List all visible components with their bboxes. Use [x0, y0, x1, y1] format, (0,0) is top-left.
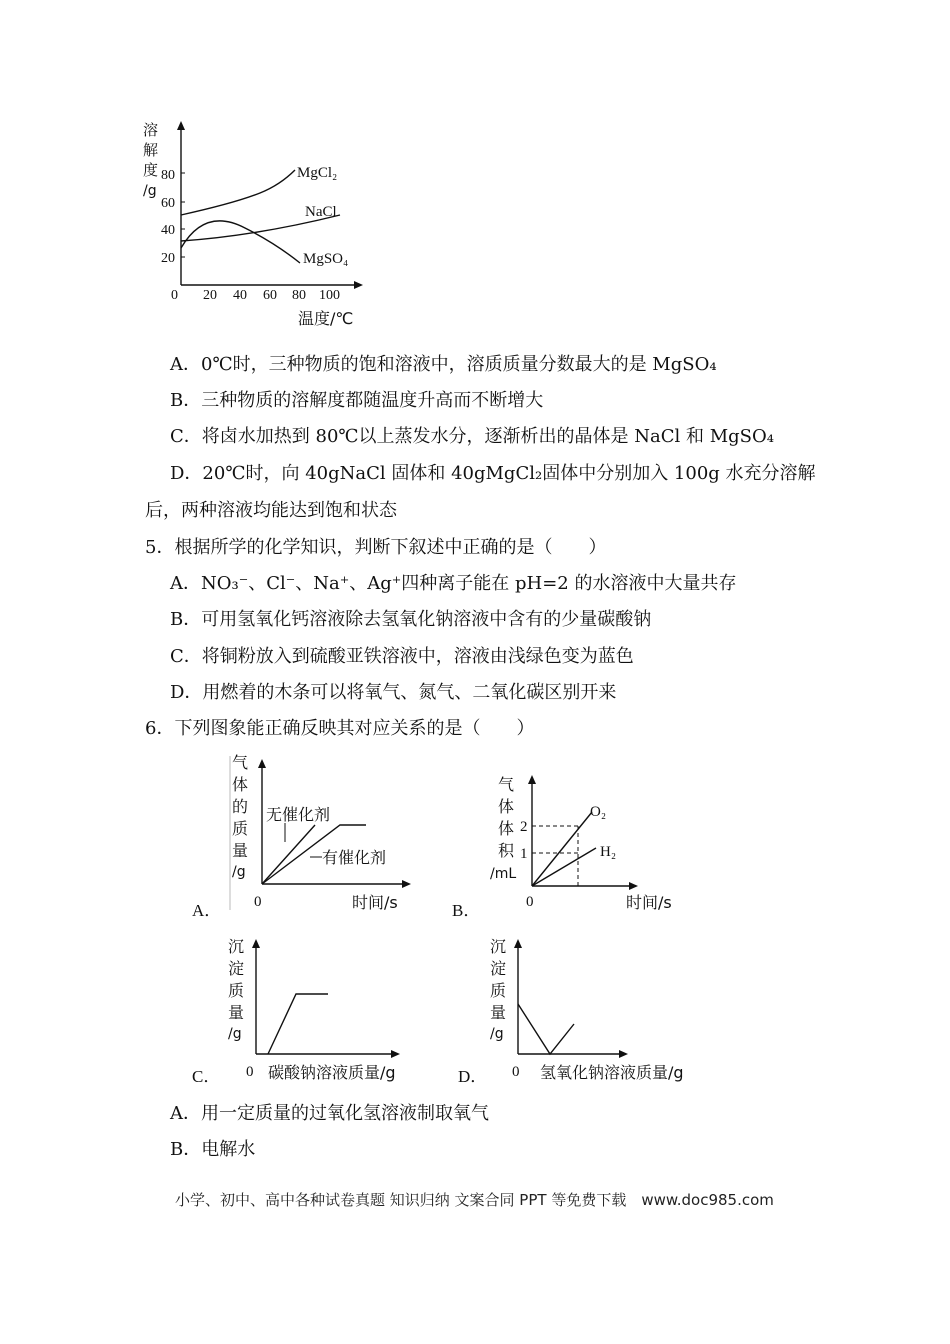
graph-c-letter: C． — [192, 1067, 221, 1086]
graph-b-line-o2 — [532, 812, 592, 886]
graph-a — [190, 750, 420, 920]
graph-b-ytick-1: 1 — [520, 846, 528, 862]
q6-option-a: A．用一定质量的过氧化氢溶液制取氧气 — [170, 1103, 489, 1124]
graph-a-ylabel-6: /g — [232, 864, 246, 880]
solubility-ytick-80: 80 — [161, 168, 175, 183]
mgcl2-label: MgCl₂ — [297, 165, 338, 181]
graph-b-ylabel-5: /mL — [490, 866, 517, 882]
solubility-ytick-40: 40 — [161, 223, 175, 238]
graph-c-ylabel-5: /g — [228, 1026, 242, 1042]
graph-b — [450, 750, 690, 920]
q5-stem: 5．根据所学的化学知识，判断下叙述中正确的是（ ） — [145, 537, 607, 558]
page-footer: 小学、初中、高中各种试卷真题 知识归纳 文案合同 PPT 等免费下载 www.doc985.com — [175, 1191, 774, 1209]
q5-option-a: A．NO₃⁻、Cl⁻、Na⁺、Ag⁺四种离子能在 pH=2 的水溶液中大量共存 — [170, 573, 737, 594]
graph-c-ylabel-4: 量 — [228, 1003, 245, 1022]
solubility-xtick-20: 20 — [203, 288, 217, 303]
solubility-ylabel-3: 度 — [143, 161, 159, 179]
q6-option-b: B．电解水 — [170, 1139, 256, 1160]
q4-option-a: A．0℃时，三种物质的饱和溶液中，溶质质量分数最大的是 MgSO₄ — [170, 354, 717, 375]
q4-option-d-line1: D．20℃时，向 40gNaCl 固体和 40gMgCl₂固体中分别加入 100g 水充分溶解 — [170, 463, 816, 484]
solubility-xtick-0: 0 — [171, 288, 178, 303]
solubility-chart — [135, 115, 395, 330]
graph-a-line-catalyst — [262, 825, 315, 884]
graph-b-ytick-2: 2 — [520, 819, 528, 835]
solubility-ylabel-4: /g — [143, 183, 157, 199]
graph-a-ylabel-1: 气 — [232, 753, 249, 772]
graph-a-ylabel-4: 质 — [232, 819, 249, 838]
solubility-ylabel-1: 溶 — [143, 121, 159, 139]
graph-a-ylabel-3: 的 — [232, 797, 249, 816]
solubility-y-arrow — [177, 121, 185, 130]
graph-d-line — [518, 1004, 574, 1054]
solubility-xlabel: 温度/℃ — [298, 309, 354, 328]
graph-b-ylabel-3: 体 — [498, 819, 515, 838]
graph-c-ylabel-2: 淀 — [228, 959, 245, 978]
graph-b-ylabel-2: 体 — [498, 797, 515, 816]
graph-b-label-h2: H₂ — [600, 844, 617, 860]
graph-c-ylabel-1: 沉 — [228, 937, 245, 956]
solubility-xtick-60: 60 — [263, 288, 277, 303]
q5-option-d: D．用燃着的木条可以将氧气、氮气、二氧化碳区别开来 — [170, 682, 617, 703]
graph-d-ylabel-2: 淀 — [490, 959, 507, 978]
nacl-label: NaCl — [305, 204, 337, 220]
mgso4-label: MgSO₄ — [303, 251, 349, 267]
graph-b-origin: 0 — [526, 894, 534, 910]
solubility-ylabel-2: 解 — [143, 141, 159, 159]
graph-d-ylabel-5: /g — [490, 1026, 504, 1042]
q5-option-c: C．将铜粉放入到硫酸亚铁溶液中，溶液由浅绿色变为蓝色 — [170, 646, 634, 667]
graph-d-letter: D． — [458, 1067, 488, 1086]
graph-c — [190, 930, 430, 1090]
graph-b-line-h2 — [532, 848, 596, 886]
graph-d — [456, 930, 706, 1090]
solubility-ytick-20: 20 — [161, 251, 175, 266]
mgcl2-curve — [181, 170, 295, 215]
graph-b-letter: B． — [452, 901, 481, 920]
graph-d-ylabel-3: 质 — [490, 981, 507, 1000]
graph-c-xlabel: 碳酸钠溶液质量/g — [268, 1063, 396, 1082]
solubility-ytick-60: 60 — [161, 196, 175, 211]
graph-c-ylabel-3: 质 — [228, 981, 245, 1000]
graph-a-letter: A． — [192, 901, 222, 920]
graph-a-label-catalyst: 有催化剂 — [322, 848, 387, 867]
graph-a-xlabel: 时间/s — [352, 893, 398, 912]
solubility-xtick-100: 100 — [319, 288, 340, 303]
graph-b-label-o2: O₂ — [590, 804, 607, 820]
q4-option-d-line2: 后，两种溶液均能达到饱和状态 — [145, 500, 397, 521]
graph-b-xlabel: 时间/s — [626, 893, 672, 912]
q4-option-b: B．三种物质的溶解度都随温度升高而不断增大 — [170, 390, 544, 411]
solubility-xtick-40: 40 — [233, 288, 247, 303]
graph-a-ylabel-2: 体 — [232, 775, 249, 794]
graph-a-ylabel-5: 量 — [232, 841, 249, 860]
graph-a-origin: 0 — [254, 894, 262, 910]
graph-c-line — [268, 994, 328, 1054]
graph-a-label-no-catalyst: 无催化剂 — [266, 805, 331, 824]
solubility-x-arrow — [354, 281, 363, 289]
q6-stem: 6．下列图象能正确反映其对应关系的是（ ） — [145, 718, 535, 739]
graph-b-ylabel-4: 积 — [498, 841, 515, 860]
graph-d-ylabel-4: 量 — [490, 1003, 507, 1022]
graph-d-xlabel: 氢氧化钠溶液质量/g — [540, 1063, 684, 1082]
graph-d-ylabel-1: 沉 — [490, 937, 507, 956]
graph-c-origin: 0 — [246, 1064, 254, 1080]
graph-b-ylabel-1: 气 — [498, 775, 515, 794]
graph-d-origin: 0 — [512, 1064, 520, 1080]
q4-option-c: C．将卤水加热到 80℃以上蒸发水分，逐渐析出的晶体是 NaCl 和 MgSO₄ — [170, 426, 774, 447]
solubility-xtick-80: 80 — [292, 288, 306, 303]
q5-option-b: B．可用氢氧化钙溶液除去氢氧化钠溶液中含有的少量碳酸钠 — [170, 609, 652, 630]
